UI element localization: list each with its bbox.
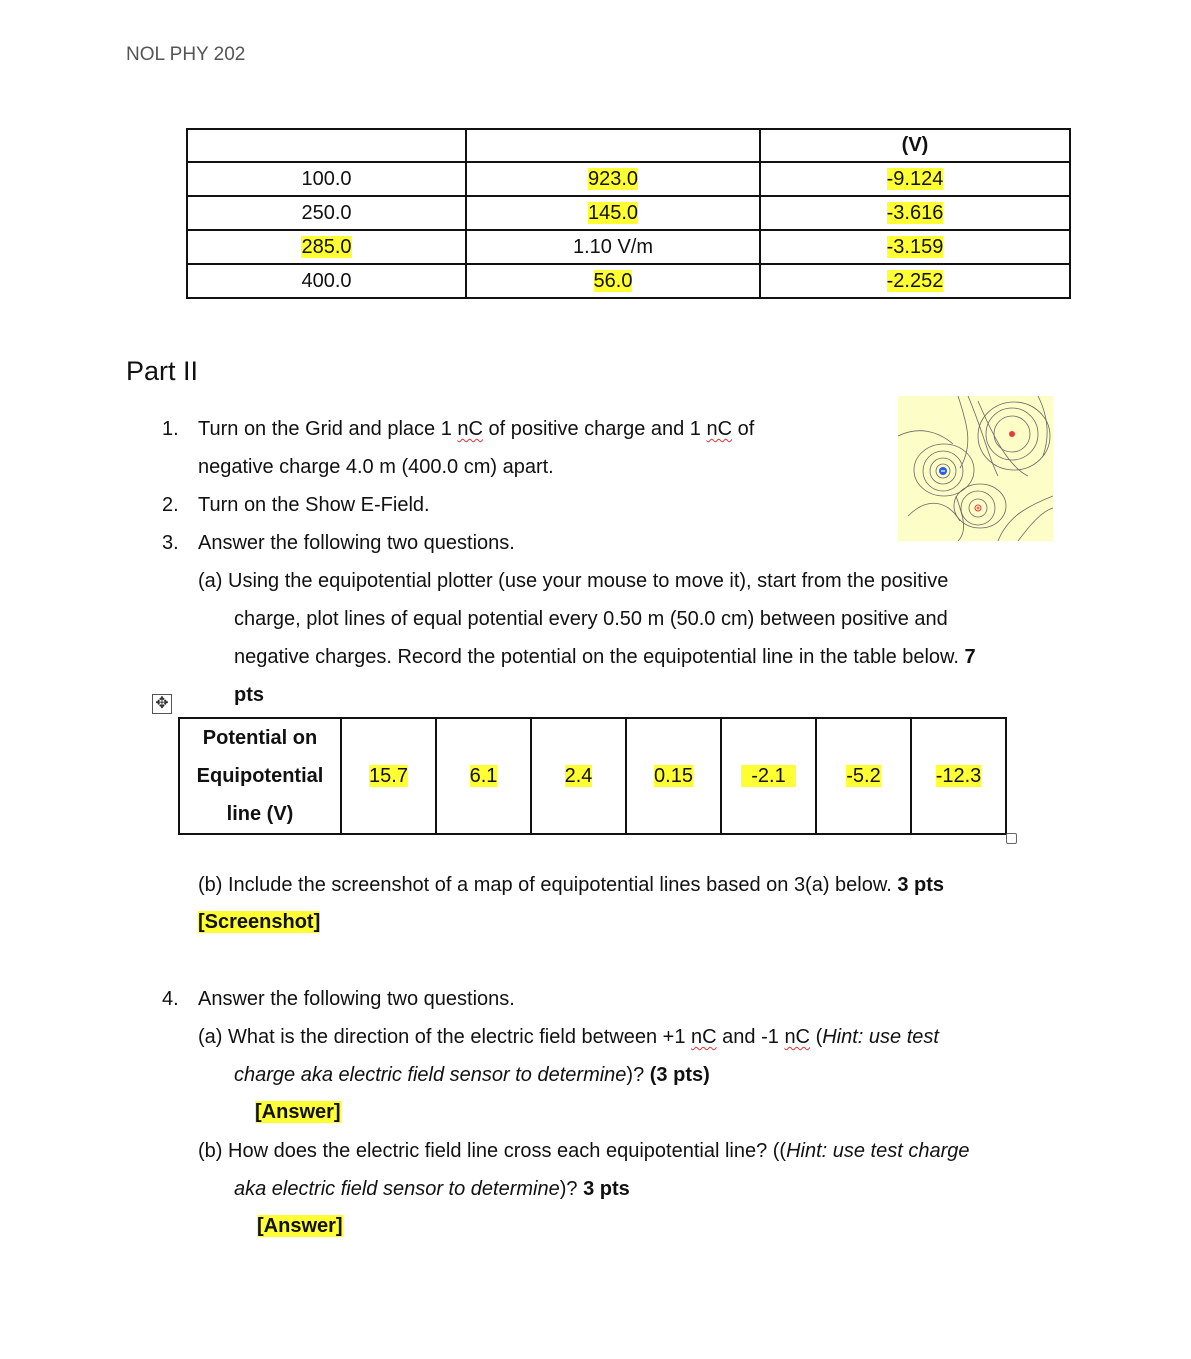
potential-value: -12.3 <box>935 764 982 787</box>
item4a-line2: charge aka electric field sensor to determine)? (3 pts) <box>234 1064 710 1086</box>
table-cell: 1.10 V/m <box>572 235 654 258</box>
table-cell: -9.124 <box>886 167 944 190</box>
item3a-line3: negative charges. Record the potential on the equipotential line in the table below. 7 <box>234 646 976 668</box>
item3b-answer: [Screenshot] <box>198 911 321 933</box>
item4a-line1: (a) What is the direction of the electric field between +1 nC and -1 nC (Hint: use test <box>198 1026 939 1048</box>
item3-text: Answer the following two questions. <box>198 532 515 554</box>
table-row <box>179 718 1006 834</box>
equipotential-map-icon <box>898 396 1053 541</box>
table-cell: 145.0 <box>587 201 639 224</box>
results-table <box>186 128 1071 299</box>
item3a-line2: charge, plot lines of equal potential every 0.50 m (50.0 cm) between positive and <box>234 608 948 630</box>
table-cell: 400.0 <box>301 269 352 292</box>
potential-value: -2.1 <box>741 765 795 787</box>
table-header-row <box>187 129 1070 162</box>
table-cell: 100.0 <box>301 167 352 190</box>
header-cell: (V) <box>760 129 1070 162</box>
move-icon[interactable]: ✥ <box>152 694 172 714</box>
table-cell: -3.616 <box>886 201 944 224</box>
table-row <box>187 264 1070 298</box>
simulation-thumbnail <box>898 396 1053 541</box>
list-number: 4. <box>162 988 179 1010</box>
table-cell: 923.0 <box>587 167 639 190</box>
list-number: 2. <box>162 494 179 516</box>
table-cell: -3.159 <box>886 235 944 258</box>
potential-table <box>178 717 1007 835</box>
table-row <box>187 162 1070 196</box>
potential-value: 2.4 <box>564 764 593 787</box>
item1-line2: negative charge 4.0 m (400.0 cm) apart. <box>198 456 554 478</box>
item3a-pts: pts <box>234 684 264 706</box>
potential-label-cell: Potential on Equipotential line (V) <box>179 718 341 834</box>
table-row <box>187 196 1070 230</box>
item4b-line2: aka electric field sensor to determine)? 3 pts <box>234 1178 630 1200</box>
resize-handle-icon[interactable] <box>1006 833 1017 844</box>
table-cell: 285.0 <box>301 235 352 258</box>
table-cell: 56.0 <box>593 269 633 292</box>
potential-value: 0.15 <box>654 764 693 787</box>
table-cell: 250.0 <box>301 201 352 224</box>
item3a-line1: (a) Using the equipotential plotter (use your mouse to move it), start from the positive <box>198 570 949 592</box>
potential-value: 6.1 <box>469 764 498 787</box>
table-row <box>187 230 1070 264</box>
potential-value: -5.2 <box>846 764 881 787</box>
list-number: 3. <box>162 532 179 554</box>
header-cell <box>466 129 760 162</box>
item1-line1: Turn on the Grid and place 1 nC of positive charge and 1 nC of <box>198 418 755 440</box>
item4-text: Answer the following two questions. <box>198 988 515 1010</box>
item4b-answer: [Answer] <box>257 1215 343 1237</box>
potential-value: 15.7 <box>369 764 408 787</box>
list-number: 1. <box>162 418 179 440</box>
item2-text: Turn on the Show E-Field. <box>198 494 430 516</box>
table-cell: -2.252 <box>886 269 944 292</box>
item3b-line1: (b) Include the screenshot of a map of equipotential lines based on 3(a) below. 3 pts <box>198 874 945 896</box>
header-cell <box>187 129 466 162</box>
item4a-answer: [Answer] <box>255 1101 341 1123</box>
section-title: Part II <box>126 356 199 386</box>
page-header: NOL PHY 202 <box>126 44 246 65</box>
item4b-line1: (b) How does the electric field line cross each equipotential line? ((Hint: use test charge <box>198 1140 970 1162</box>
